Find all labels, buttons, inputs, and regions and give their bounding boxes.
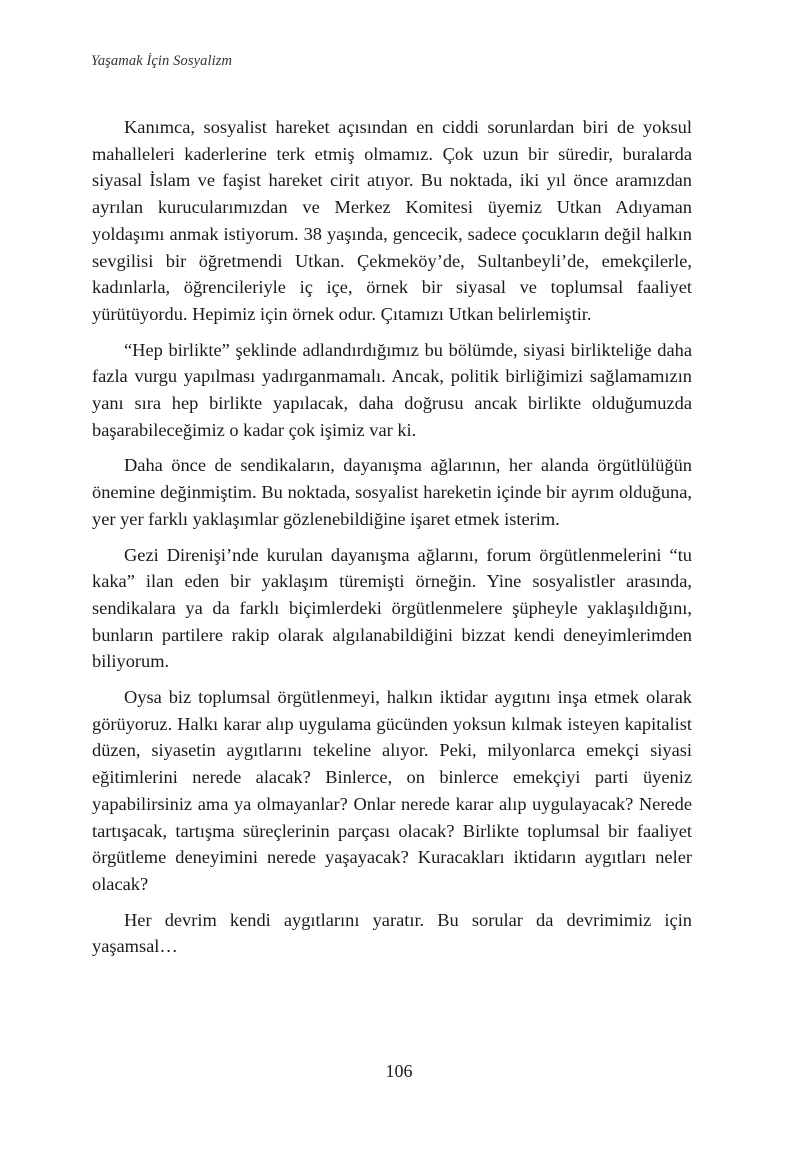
paragraph-3: Daha önce de sendikaların, dayanışma ağlarının, her alanda örgütlülüğün önemine değinmiştim. Bu noktada, sosyalist hareketin içinde bir ayrım olduğuna, yer yer farklı yaklaşımlar gözlenebildiğine işaret etmek isterim. [92, 455, 692, 529]
paragraph-6: Her devrim kendi aygıtlarını yaratır. Bu sorular da devrimimiz için yaşamsal… [92, 909, 692, 957]
body-text [92, 114, 692, 969]
page-number: 106 [385, 1061, 413, 1081]
paragraph-1: Kanımca, sosyalist hareket açısından en ciddi sorunlardan biri de yoksul mahalleleri kaderlerine terk etmiş olmamız. Çok uzun bir süredir, buralarda siyasal İslam ve faşist hareket cirit atıyor. Bu noktada, iki yıl önce aramızdan ayrılan kurucularımızdan ve Merkez Komitesi üyemiz Utkan Adıyaman yoldaşımı anmak istiyorum. 38 yaşında, gencecik, sadece çocukların değil halkın sevgilisi bir öğretmendi Utkan. Çekmeköy’de, Sultanbeyli’de, emekçilerle, kadınlarla, öğrencileriyle iç içe, örnek bir siyasal ve toplumsal faaliyet yürütüyordu. Hepimiz için örnek odur. Çıtamızı Utkan belirlemiştir. [92, 117, 692, 324]
running-head-title: Yaşamak İçin Sosyalizm [91, 53, 233, 69]
paragraph-2: “Hep birlikte” şeklinde adlandırdığımız bu bölümde, siyasi birlikteliğe daha fazla vurgu yapılması yadırganmamalı. Ancak, politik birliğimizi sağlamamızın yanı sıra hep birlikte yapılacak, daha doğrusu ancak birlikte olduğumuzda başarabileceğimiz o kadar çok işimiz var ki. [92, 339, 692, 440]
paragraph-5: Oysa biz toplumsal örgütlenmeyi, halkın iktidar aygıtını inşa etmek olarak görüyoruz. Halkı karar alıp uygulama gücünden yoksun kılmak isteyen kapitalist düzen, siyasetin aygıtlarını tekeline alıyor. Peki, milyonlarca emekçi siyasi eğitimlerini nerede alacak? Binlerce, on binlerce emekçiyi parti üyeniz yapabilirsiniz ama ya olmayanlar? Onlar nerede karar alıp uygulayacak? Nerede tartışacak, tartışma süreçlerinin parçası olacak? Birlikte toplumsal bir faaliyet örgütleme deneyimini nerede yaşayacak? Kuracakları iktidarın aygıtları neler olacak? [92, 687, 692, 894]
paragraph-4: Gezi Direnişi’nde kurulan dayanışma ağlarını, forum örgütlenmelerini “tu kaka” ilan eden bir yaklaşım türemişti örneğin. Yine sosyalistler arasında, sendikalara ya da farklı biçimlerdeki örgütlenmelere şüpheyle yaklaşıldığını, bunların partilere rakip olarak algılanabildiğini bizzat kendi deneyimlerimden biliyorum. [92, 544, 692, 672]
